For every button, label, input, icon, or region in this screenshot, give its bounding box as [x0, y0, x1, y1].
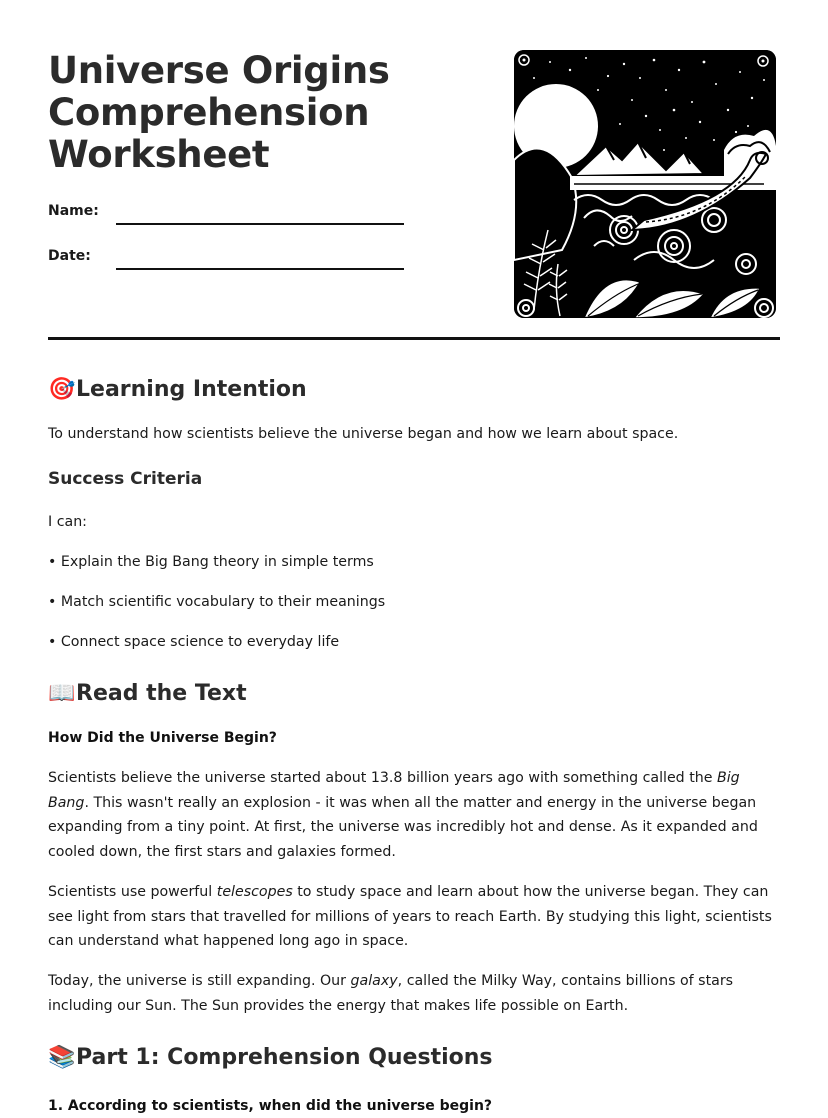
criteria-item: • Connect space science to everyday life — [48, 634, 340, 650]
target-icon: 🎯 — [48, 377, 76, 402]
vocab-term-big-bang: Big Bang — [48, 770, 740, 811]
part1-heading — [48, 1044, 493, 1072]
success-criteria-intro: I can: — [48, 514, 87, 530]
text-subheading: How Did the Universe Begin? — [48, 730, 277, 746]
reading-paragraph — [48, 880, 783, 954]
read-text-title: Read the Text — [76, 681, 247, 706]
date-field[interactable] — [48, 248, 408, 278]
criteria-item: • Match scientific vocabulary to their meanings — [48, 594, 386, 610]
paragraph-text: Scientists use powerful — [48, 884, 217, 900]
date-underline — [116, 268, 404, 270]
page-title — [48, 50, 488, 176]
vocab-term-telescopes: telescopes — [216, 884, 293, 900]
criteria-item: • Explain the Big Bang theory in simple terms — [48, 554, 374, 570]
success-criteria-heading: Success Criteria — [48, 469, 203, 489]
learning-intention-text: To understand how scientists believe the universe began and how we learn about space. — [48, 426, 679, 442]
paragraph-text: , called the Milky Way, contains billions of stars including our Sun. The Sun provides the energy that makes life possible on Earth. — [48, 973, 734, 1014]
name-field[interactable] — [48, 203, 408, 233]
paragraph-text: Today, the universe is still expanding. Our — [48, 973, 351, 989]
paragraph-text: to study space and learn about how the universe began. They can see light from stars that travelled for millions of years to reach Earth. By studying this light, scientists can understand what happened long ago in space. — [48, 884, 772, 950]
reading-paragraph — [48, 969, 783, 1018]
learning-intention-title: Learning Intention — [76, 377, 307, 402]
part1-title: Part 1: Comprehension Questions — [76, 1045, 493, 1070]
books-icon: 📚 — [48, 1045, 76, 1070]
vocab-term-galaxy: galaxy — [350, 973, 398, 989]
reading-paragraph — [48, 766, 783, 864]
title-line: Universe Origins — [48, 49, 390, 92]
paragraph-text: Scientists believe the universe started about 13.8 billion years ago with something called the — [48, 770, 717, 786]
name-underline — [116, 223, 404, 225]
night-sky-illustration — [514, 50, 776, 318]
paragraph-text: . This wasn't really an explosion - it was when all the matter and energy in the universe began expanding from a tiny point. At first, the universe was incredibly hot and dense. As it expanded and cooled down, the first stars and galaxies formed. — [48, 794, 758, 860]
header-divider — [48, 337, 780, 340]
name-label: Name: — [48, 203, 99, 219]
learning-intention-heading — [48, 376, 307, 404]
date-label: Date: — [48, 248, 91, 264]
title-line: Comprehension — [48, 91, 370, 134]
question-1: 1. According to scientists, when did the universe begin? — [48, 1098, 493, 1114]
read-text-heading — [48, 680, 247, 708]
title-line: Worksheet — [48, 133, 270, 176]
night-sky-landscape-icon — [514, 50, 776, 318]
open-book-icon: 📖 — [48, 681, 76, 706]
